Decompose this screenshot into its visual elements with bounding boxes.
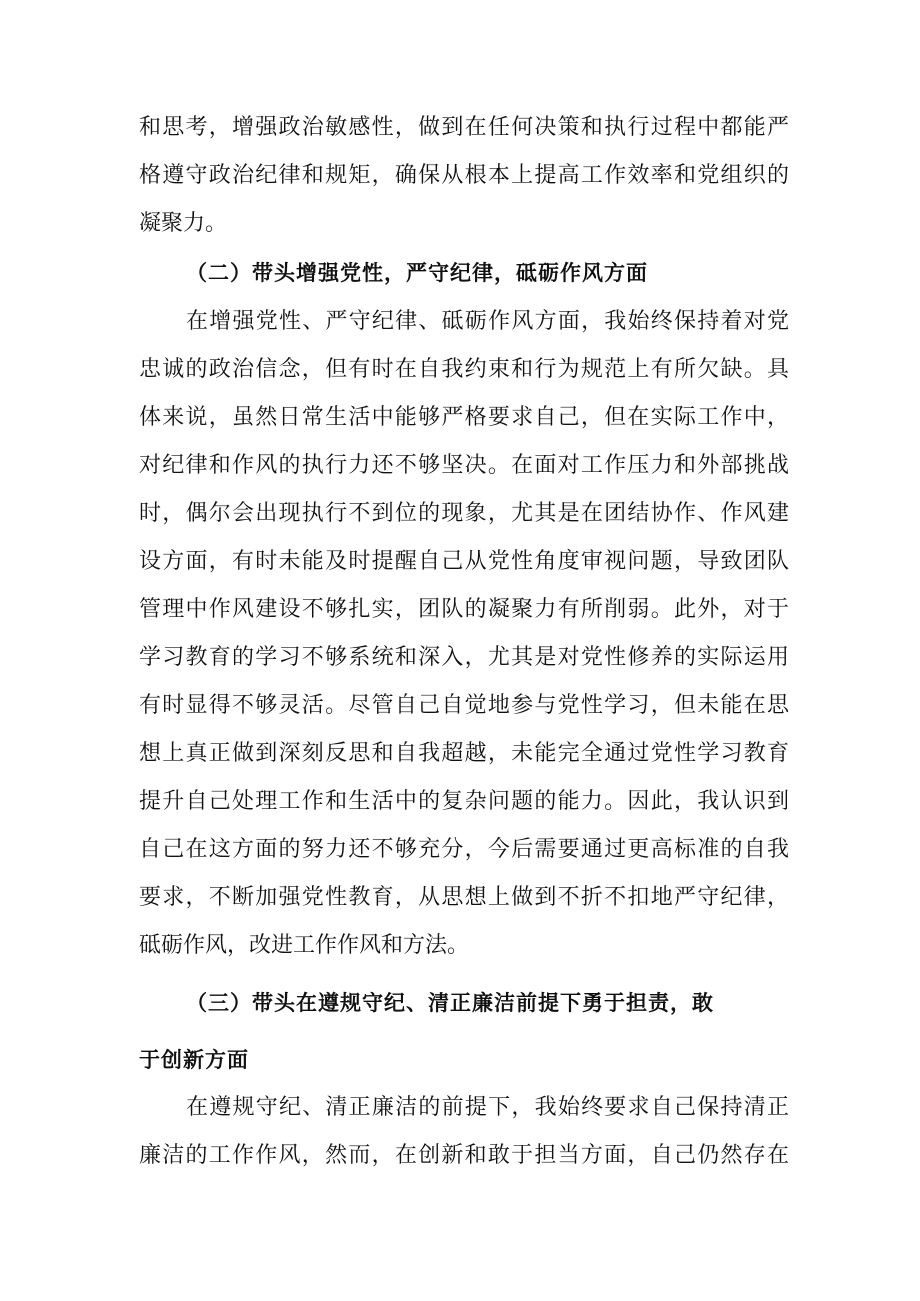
- section-2-line-13: 要求，不断加强党性教育，从思想上做到不折不扣地严守纪律，: [139, 885, 789, 910]
- intro-line-2: 格遵守政治纪律和规矩，确保从根本上提高工作效率和党组织的: [139, 163, 789, 188]
- section-2-line-6: 设方面，有时未能及时提醒自己从党性角度审视问题，导致团队: [139, 549, 789, 574]
- section-2-line-10: 想上真正做到深刻反思和自我超越，未能完全通过党性学习教育: [139, 741, 789, 766]
- section-3-line-1: 在遵规守纪、清正廉洁的前提下，我始终要求自己保持清正: [186, 1095, 789, 1120]
- section-2-line-5: 时，偶尔会出现执行不到位的现象，尤其是在团结协作、作风建: [139, 501, 789, 526]
- section-2-line-8: 学习教育的学习不够系统和深入，尤其是对党性修养的实际运用: [139, 645, 789, 670]
- section-2-line-9: 有时显得不够灵活。尽管自己自觉地参与党性学习，但未能在思: [139, 693, 789, 718]
- section-2-line-7: 管理中作风建设不够扎实，团队的凝聚力有所削弱。此外，对于: [139, 597, 789, 622]
- section-3-heading-line-1: （三）带头在遵规守纪、清正廉洁前提下勇于担责，敢: [186, 991, 714, 1015]
- section-3-line-2: 廉洁的工作作风，然而，在创新和敢于担当方面，自己仍然存在: [139, 1143, 789, 1168]
- section-2-line-2: 忠诚的政治信念，但有时在自我约束和行为规范上有所欠缺。具: [139, 357, 789, 382]
- intro-line-3: 凝聚力。: [139, 211, 228, 236]
- intro-line-1: 和思考，增强政治敏感性，做到在任何决策和执行过程中都能严: [139, 115, 789, 140]
- section-2-line-12: 自己在这方面的努力还不够充分，今后需要通过更高标准的自我: [139, 837, 789, 862]
- section-3-heading-line-2: 于创新方面: [139, 1048, 249, 1072]
- section-2-line-1: 在增强党性、严守纪律、砥砺作风方面，我始终保持着对党: [186, 309, 789, 334]
- section-2-line-14: 砥砺作风，改进工作作风和方法。: [139, 933, 470, 958]
- section-2-line-4: 对纪律和作风的执行力还不够坚决。在面对工作压力和外部挑战: [139, 453, 789, 478]
- section-2-line-11: 提升自己处理工作和生活中的复杂问题的能力。因此，我认识到: [139, 789, 789, 814]
- section-2-heading: （二）带头增强党性，严守纪律，砥砺作风方面: [186, 261, 648, 285]
- section-2-line-3: 体来说，虽然日常生活中能够严格要求自己，但在实际工作中，: [139, 405, 789, 430]
